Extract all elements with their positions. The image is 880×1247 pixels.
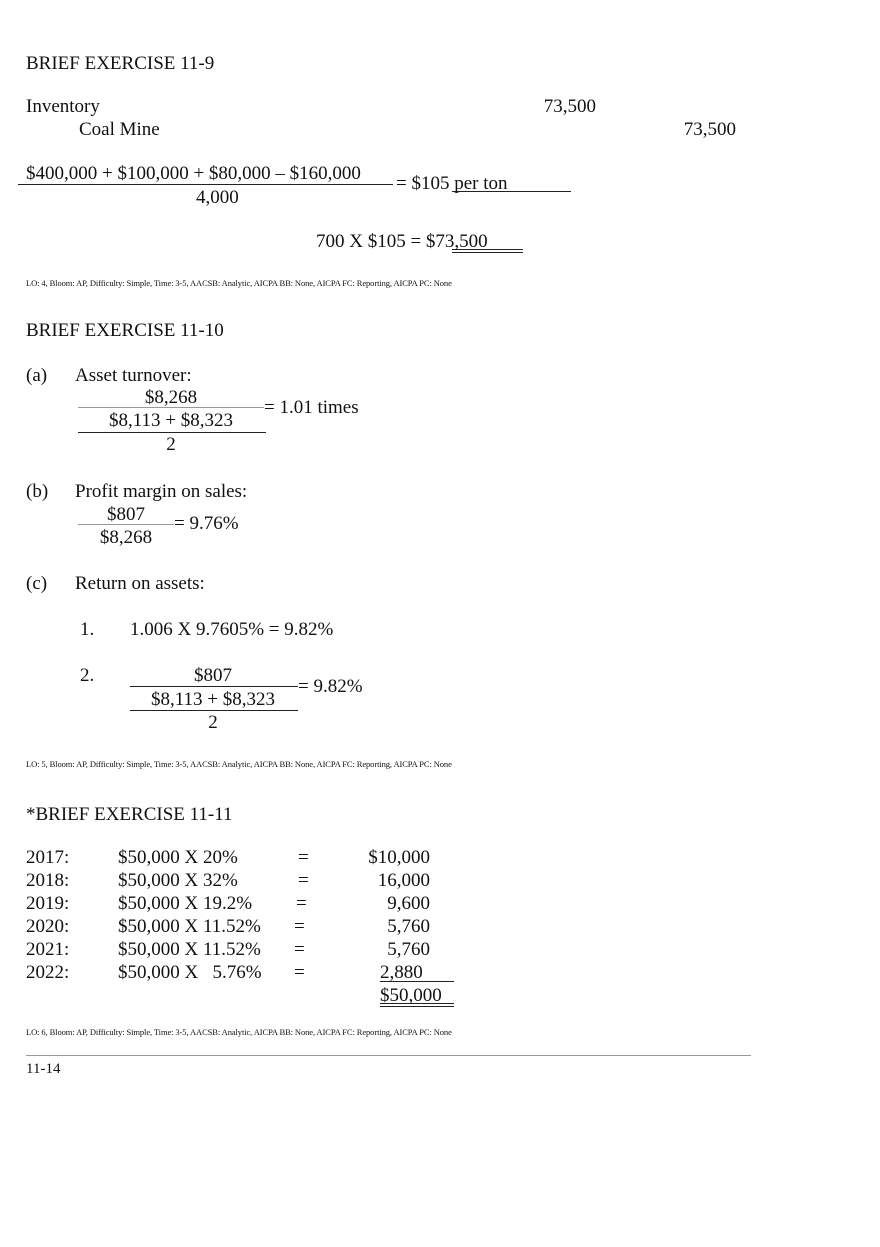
be10-c-item2-result: = 9.82%: [298, 676, 363, 697]
be10-title: BRIEF EXERCISE 11-10: [26, 320, 224, 341]
be10-b-heading: Profit margin on sales:: [75, 481, 248, 502]
row-amount: $10,000: [368, 847, 430, 868]
be9-denominator: 4,000: [196, 187, 239, 208]
be9-title: BRIEF EXERCISE 11-9: [26, 53, 215, 74]
row-calc: $50,000 X 19.2%: [118, 893, 253, 914]
be9-credit-amount: 73,500: [683, 119, 736, 140]
row-calc: $50,000 X 32%: [118, 870, 238, 891]
be10-c-item2-divisor-line: [130, 710, 298, 711]
footer-divider: [26, 1055, 751, 1056]
be10-a-heading: Asset turnover:: [75, 365, 192, 386]
row-year: 2017:: [26, 847, 70, 868]
be10-a-denominator: $8,113 + $8,323: [108, 410, 233, 431]
be9-debit-amount: 73,500: [543, 96, 596, 117]
be10-c-label: (c): [26, 573, 48, 594]
be9-fraction-line: [18, 184, 393, 185]
row-year: 2022:: [26, 962, 70, 983]
row-calc: $50,000 X 11.52%: [118, 916, 261, 937]
row-year: 2020:: [26, 916, 70, 937]
row-calc: $50,000 X 5.76%: [118, 962, 262, 983]
be9-calc-underline-1: [452, 249, 523, 250]
row-year: 2018:: [26, 870, 70, 891]
be10-c-item2-denominator: $8,113 + $8,323: [150, 689, 275, 710]
be10-c-item2-numerator: $807: [194, 665, 232, 686]
row-equals: =: [294, 962, 305, 983]
be9-result: = $105 per ton: [396, 173, 508, 194]
be10-a-label: (a): [26, 365, 48, 386]
be10-a-divisor-line: [78, 432, 266, 433]
be9-debit-account: Inventory: [26, 96, 100, 117]
row-calc: $50,000 X 20%: [118, 847, 238, 868]
row-amount: 16,000: [377, 870, 430, 891]
be10-a-fraction-line: [78, 407, 264, 408]
row-amount: 5,760: [387, 939, 430, 960]
be10-c-item1-text: 1.006 X 9.7605% = 9.82%: [130, 619, 334, 640]
be10-b-denominator: $8,268: [99, 527, 153, 548]
be9-result-underline: [452, 191, 571, 192]
row-amount: 2,880: [380, 962, 423, 983]
row-amount: 9,600: [387, 893, 430, 914]
be9-calc: 700 X $105 = $73,500: [316, 231, 488, 252]
be10-b-numerator: $807: [107, 504, 145, 525]
total-double-underline-2: [380, 1006, 454, 1007]
total-double-underline-1: [380, 1003, 454, 1004]
row-calc: $50,000 X 11.52%: [118, 939, 261, 960]
row-year: 2019:: [26, 893, 70, 914]
row-equals: =: [294, 916, 305, 937]
be9-lo: LO: 4, Bloom: AP, Difficulty: Simple, Time: 3-5, AACSB: Analytic, AICPA BB: None, AICPA FC: Reporting, AICPA PC: None: [26, 278, 452, 288]
row-equals: =: [298, 847, 309, 868]
be9-credit-account: Coal Mine: [79, 119, 160, 140]
page-number: 11-14: [26, 1061, 61, 1077]
be10-lo: LO: 5, Bloom: AP, Difficulty: Simple, Time: 3-5, AACSB: Analytic, AICPA BB: None, AICPA FC: Reporting, AICPA PC: None: [26, 759, 452, 769]
row-equals: =: [294, 939, 305, 960]
be10-c-item1-number: 1.: [80, 619, 95, 640]
row-year: 2021:: [26, 939, 70, 960]
be10-a-divisor: 2: [166, 434, 176, 455]
be9-calc-underline-2: [452, 252, 523, 253]
be11-total: $50,000: [380, 985, 442, 1006]
be11-lo: LO: 6, Bloom: AP, Difficulty: Simple, Time: 3-5, AACSB: Analytic, AICPA BB: None, AICPA FC: Reporting, AICPA PC: None: [26, 1027, 452, 1037]
be10-b-fraction-line: [78, 524, 174, 525]
be10-c-item2-divisor: 2: [208, 712, 218, 733]
be10-c-item2-fraction-line: [130, 686, 298, 687]
row-amount: 5,760: [387, 916, 430, 937]
be10-a-result: = 1.01 times: [264, 397, 359, 418]
row-equals: =: [296, 893, 307, 914]
be10-a-numerator: $8,268: [144, 387, 198, 408]
be10-c-item2-number: 2.: [80, 665, 95, 686]
subtotal-underline: [380, 981, 454, 982]
be10-b-result: = 9.76%: [174, 513, 239, 534]
row-equals: =: [298, 870, 309, 891]
be10-c-heading: Return on assets:: [75, 573, 205, 594]
be11-title: *BRIEF EXERCISE 11-11: [26, 804, 233, 825]
be9-numerator: $400,000 + $100,000 + $80,000 – $160,000: [26, 163, 361, 184]
be10-b-label: (b): [26, 481, 49, 502]
